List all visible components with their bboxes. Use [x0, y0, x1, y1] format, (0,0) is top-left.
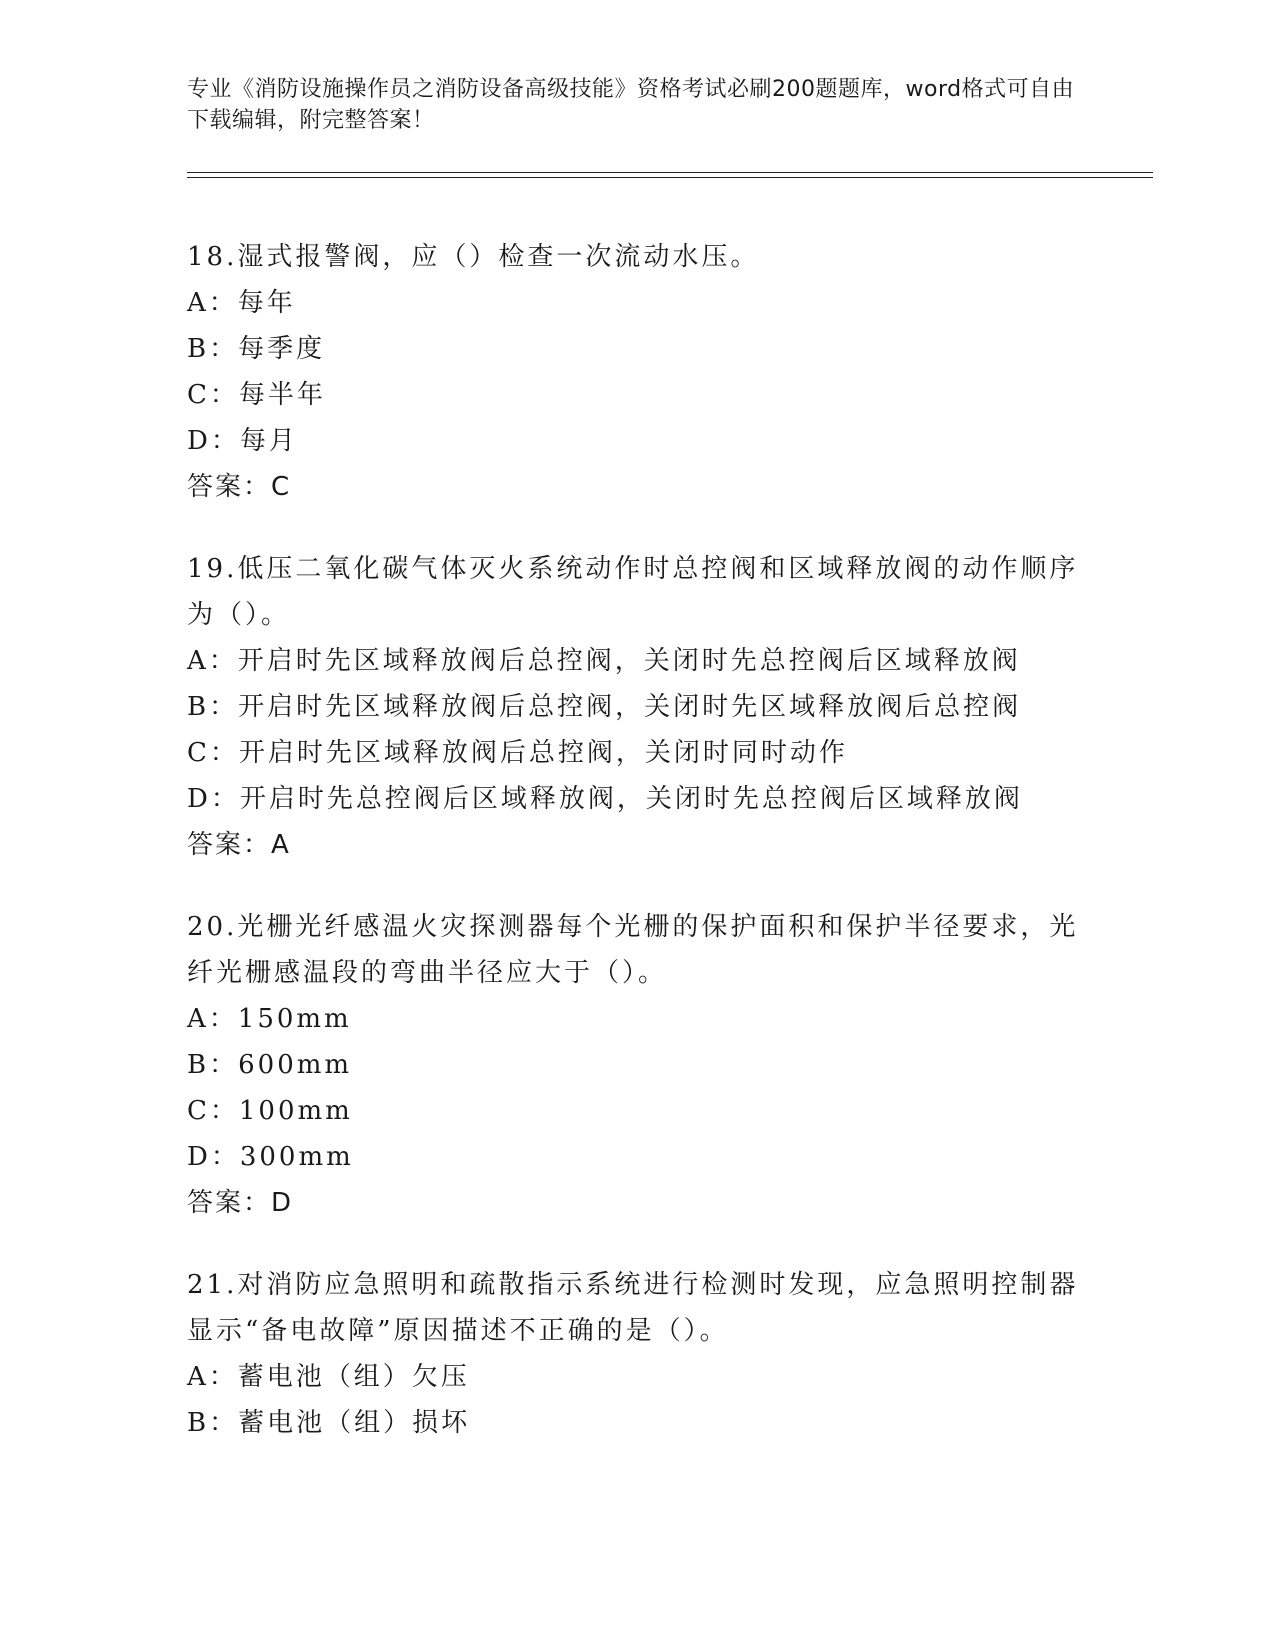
- question-list: [187, 234, 1087, 1482]
- answer: 答案：A: [187, 830, 291, 860]
- question-stem: 19.低压二氧化碳气体灭火系统动作时总控阀和区域释放阀的动作顺序为（）。: [187, 554, 1079, 630]
- question-stem: 21.对消防应急照明和疏散指示系统进行检测时发现，应急照明控制器显示“备电故障”原因描述不正确的是（）。: [187, 1270, 1079, 1346]
- option-a: A：开启时先区域释放阀后总控阀，关闭时先总控阀后区域释放阀: [187, 646, 1021, 676]
- header-divider-top: [187, 172, 1153, 173]
- option-a: A：蓄电池（组）欠压: [187, 1362, 470, 1392]
- option-b: B：蓄电池（组）损坏: [187, 1408, 471, 1438]
- answer: 答案：D: [187, 1188, 294, 1218]
- question-stem: 20.光栅光纤感温火灾探测器每个光栅的保护面积和保护半径要求，光纤光栅感温段的弯曲半径应大于（）。: [187, 912, 1079, 988]
- option-d: D：每月: [187, 426, 298, 456]
- option-b: B：开启时先区域释放阀后总控阀，关闭时先区域释放阀后总控阀: [187, 692, 1022, 722]
- option-c: C：开启时先区域释放阀后总控阀，关闭时同时动作: [187, 738, 848, 768]
- option-c: C：每半年: [187, 380, 326, 410]
- header-title: 专业《消防设施操作员之消防设备高级技能》资格考试必刷200题题库，word格式可自由下载编辑，附完整答案！: [187, 77, 1075, 133]
- question-21: [187, 1262, 1087, 1446]
- option-a: A：150mm: [187, 1004, 352, 1034]
- document-header: [187, 74, 1087, 136]
- option-d: D：开启时先总控阀后区域释放阀，关闭时先总控阀后区域释放阀: [187, 784, 1023, 814]
- question-stem: 18.湿式报警阀，应（）检查一次流动水压。: [187, 242, 760, 272]
- header-divider-bottom: [187, 177, 1153, 178]
- option-b: B：600mm: [187, 1050, 353, 1080]
- option-d: D：300mm: [187, 1142, 354, 1172]
- option-c: C：100mm: [187, 1096, 353, 1126]
- question-19: [187, 546, 1087, 868]
- question-18: [187, 234, 1087, 510]
- question-20: [187, 904, 1087, 1226]
- answer: 答案：C: [187, 472, 292, 502]
- option-a: A：每年: [187, 288, 296, 318]
- option-b: B：每季度: [187, 334, 326, 364]
